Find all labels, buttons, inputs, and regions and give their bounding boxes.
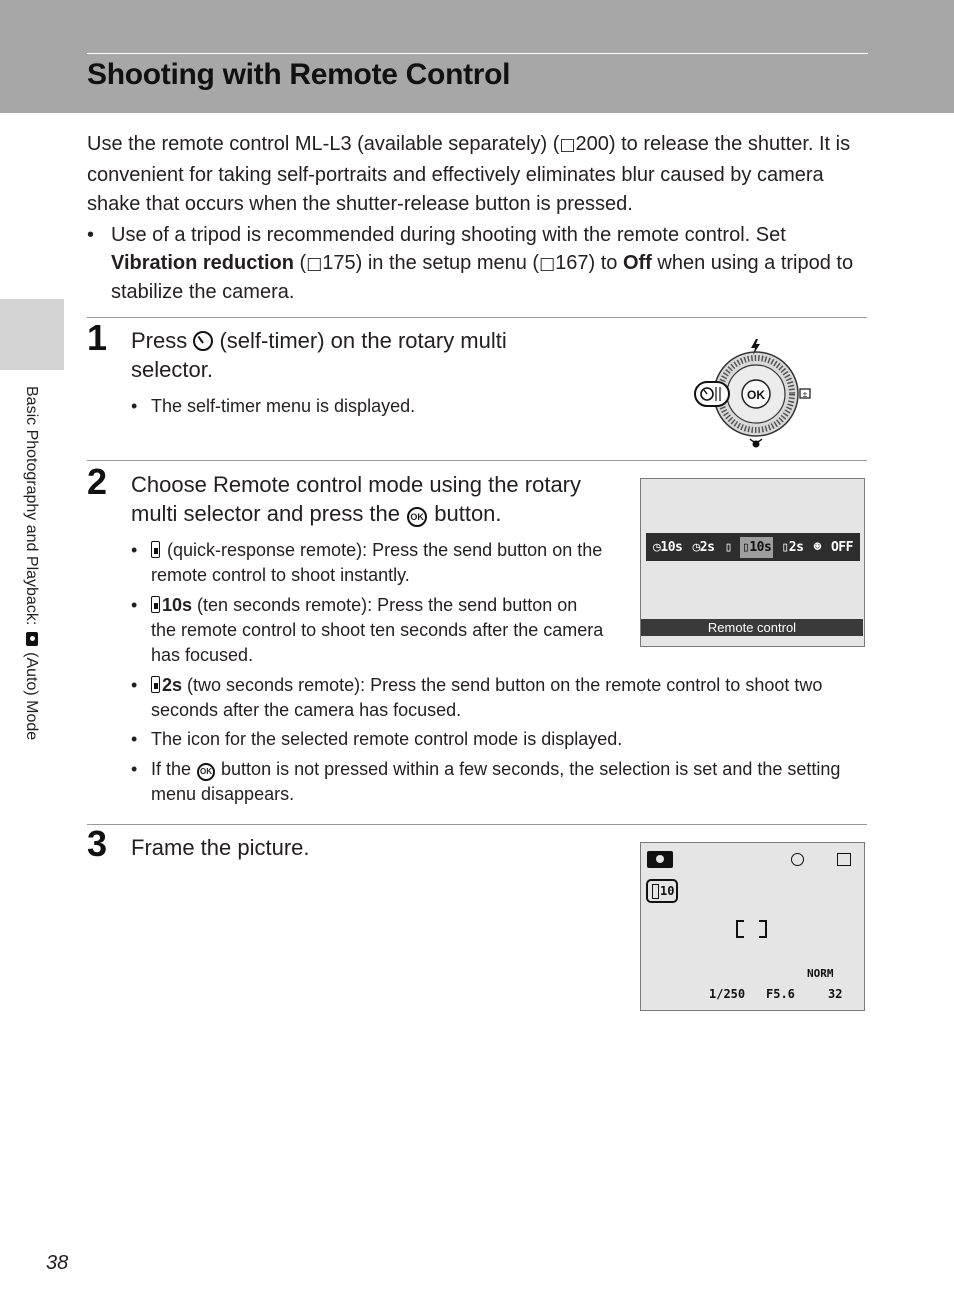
remote-mode-indicator: 10: [646, 879, 678, 903]
image-mode-label: NORM: [807, 967, 834, 980]
ok-button-icon: OK: [407, 507, 427, 527]
camera-mode-icon: [647, 851, 673, 868]
focus-bracket-left: [736, 920, 744, 938]
step-number: 1: [87, 317, 108, 358]
shutter-speed: 1/250: [709, 987, 746, 1001]
page-title: Shooting with Remote Control: [87, 58, 511, 91]
divider: [87, 460, 867, 461]
step-bullet: • 10s (ten seconds remote): Press the send button on the remote control to shoot ten seconds after the camera has focused.: [131, 593, 606, 668]
exposures-remaining: 32: [828, 987, 843, 1001]
step-title: Choose Remote control mode using the rotary multi selector and press the OK button.: [131, 472, 582, 526]
menu-item-remote-10s[interactable]: ▯10s: [740, 537, 773, 558]
divider: [87, 824, 867, 825]
menu-item-timer-10s[interactable]: ◷10s: [653, 539, 683, 555]
reference-icon: □: [306, 254, 323, 274]
page-header: [0, 0, 954, 113]
remote-mode-menu: [646, 533, 860, 561]
ok-button-icon: OK: [197, 763, 215, 781]
menu-item-quick-remote[interactable]: ▯: [724, 539, 732, 555]
reference-icon: □: [539, 254, 556, 274]
vibration-reduction-icon: [837, 853, 851, 866]
camera-icon: [26, 632, 38, 646]
step-number: 2: [87, 461, 108, 502]
menu-caption: Remote control: [641, 619, 863, 636]
side-tab: [0, 299, 64, 370]
shooting-screen: [640, 842, 865, 1011]
self-timer-icon: [193, 331, 213, 351]
remote-2s-icon: [151, 676, 160, 693]
menu-item-timer-2s[interactable]: ◷2s: [692, 539, 715, 555]
step-title: Frame the picture.: [131, 835, 310, 860]
quick-remote-icon: [151, 541, 160, 558]
reference-icon: □: [559, 135, 576, 155]
intro-paragraph: Use the remote control ML-L3 (available separately) (□200) to release the shutter. It is convenient for taking self-portraits and effectively eliminates blur caused by camera shake that occurs when the shutter-release button is pressed.: [87, 133, 851, 215]
menu-item-off[interactable]: OFF: [830, 539, 853, 555]
remote-control-menu-screen: [640, 478, 865, 647]
rotary-multi-selector-diagram: [690, 335, 820, 453]
step-number: 3: [87, 823, 108, 864]
focus-bracket-right: [759, 920, 767, 938]
menu-item-remote-2s[interactable]: ▯2s: [781, 539, 804, 555]
menu-item-smile-timer[interactable]: ☻: [813, 539, 821, 555]
flash-mode-icon: [791, 853, 804, 866]
svg-text:±: ±: [802, 390, 808, 399]
svg-text:OK: OK: [747, 388, 765, 402]
step-bullet: • The self-timer menu is displayed.: [131, 394, 551, 419]
side-tab-label: Basic Photography and Playback: (Auto) Mode: [23, 386, 40, 741]
step-bullet: • If the OK button is not pressed within a few seconds, the selection is set and the setting menu disappears.: [131, 757, 867, 807]
remote-10s-icon: [151, 596, 160, 613]
tripod-note: • Use of a tripod is recommended during shooting with the remote control. Set Vibration reduction (□175) in the setup menu (□167) to Off when using a tripod to stabilize the camera.: [87, 221, 867, 306]
step-bullet: • (quick-response remote): Press the send button on the remote control to shoot instantly.: [131, 538, 606, 588]
step-bullet: • The icon for the selected remote control mode is displayed.: [131, 727, 867, 752]
divider: [87, 317, 867, 318]
page-number: 38: [46, 1252, 69, 1274]
step-bullet: • 2s (two seconds remote): Press the send button on the remote control to shoot two seconds after the camera has focused.: [131, 673, 867, 723]
header-rule: [87, 53, 868, 54]
aperture: F5.6: [766, 987, 795, 1001]
step-title: Press (self-timer) on the rotary multi selector.: [131, 328, 507, 382]
